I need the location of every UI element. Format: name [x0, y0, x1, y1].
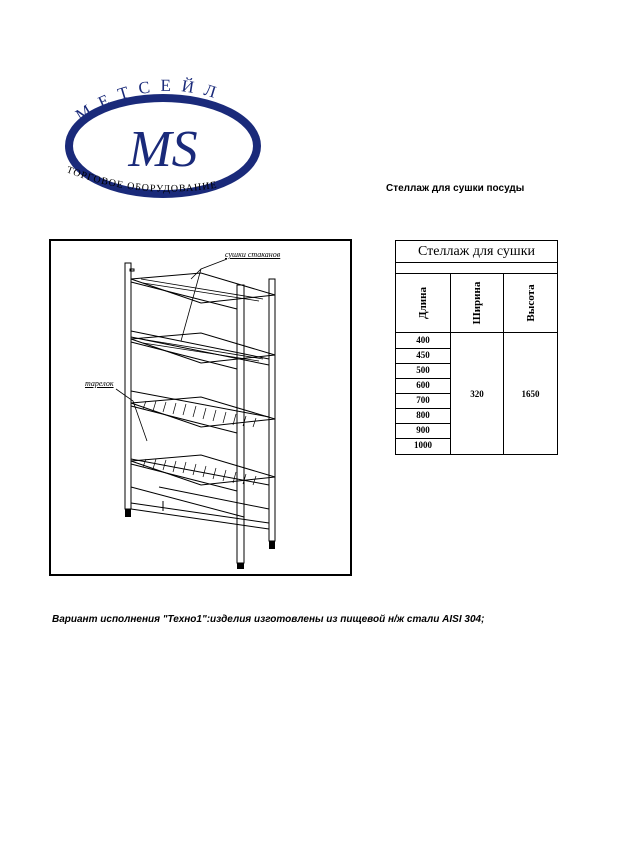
- height-value: 1650: [521, 389, 540, 399]
- length-cell: 900: [396, 423, 450, 439]
- length-cell: 500: [396, 363, 450, 379]
- length-cell: 600: [396, 378, 450, 394]
- svg-text:MS: MS: [128, 121, 198, 178]
- svg-text:МЕТСЕЙЛ: МЕТСЕЙЛ: [72, 75, 229, 125]
- table-title: Стеллаж для сушки: [396, 241, 557, 263]
- width-value: 320: [470, 389, 484, 399]
- length-cell: 1000: [414, 440, 432, 450]
- svg-text:ТОРГОВОЕ ОБОРУДОВАНИЕ: ТОРГОВОЕ ОБОРУДОВАНИЕ: [64, 164, 219, 195]
- column-header-height: Высота: [504, 274, 557, 333]
- column-header-length: Длина: [396, 274, 450, 333]
- length-column: [396, 333, 450, 455]
- column-header-width: Ширина: [451, 274, 503, 333]
- company-logo: [60, 70, 275, 210]
- material-note: Вариант исполнения "Техно1":изделия изготовлены из пищевой н/ж стали AISI 304;: [52, 614, 485, 625]
- length-cell: 400: [396, 333, 450, 349]
- callout-plates: тарелок: [85, 379, 114, 388]
- page-title: Стеллаж для сушки посуды: [386, 183, 525, 194]
- product-drawing: [49, 239, 352, 576]
- rack-illustration: [51, 241, 350, 574]
- callout-glasses: сушки стаканов: [225, 250, 281, 259]
- length-cell: 800: [396, 408, 450, 424]
- table-spacer-row: [396, 263, 557, 274]
- length-cell: 450: [396, 348, 450, 364]
- length-cell: 700: [396, 393, 450, 409]
- spec-table: [395, 240, 558, 455]
